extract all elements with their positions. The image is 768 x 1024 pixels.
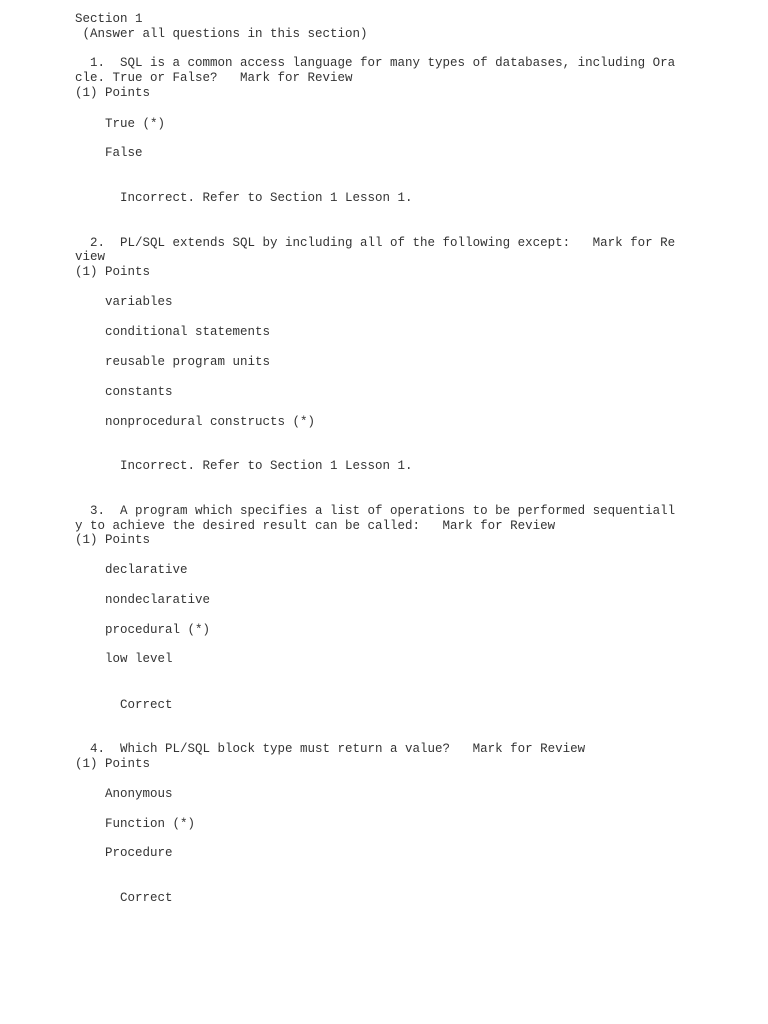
question-points: (1) Points (75, 86, 151, 100)
answer-option[interactable]: True (*) (105, 117, 166, 131)
feedback-text: Incorrect. Refer to Section 1 Lesson 1. (120, 459, 413, 473)
question-text: 2. PL/SQL extends SQL by including all of the following except: Mark for Re (75, 236, 676, 250)
section-title: Section 1 (75, 12, 143, 26)
answer-option[interactable]: constants (105, 385, 173, 399)
answer-option[interactable]: declarative (105, 563, 188, 577)
answer-option[interactable]: nonprocedural constructs (*) (105, 415, 316, 429)
question-text: 4. Which PL/SQL block type must return a value? Mark for Review (75, 742, 586, 756)
question-text: cle. True or False? Mark for Review (75, 71, 353, 85)
answer-option[interactable]: procedural (*) (105, 623, 211, 637)
answer-option[interactable]: low level (105, 652, 173, 666)
feedback-text: Correct (120, 891, 173, 905)
question-points: (1) Points (75, 265, 151, 279)
feedback-text: Incorrect. Refer to Section 1 Lesson 1. (120, 191, 413, 205)
question-text: y to achieve the desired result can be called: Mark for Review (75, 519, 556, 533)
question-points: (1) Points (75, 757, 151, 771)
section-instructions: (Answer all questions in this section) (75, 27, 368, 41)
question-text: 3. A program which specifies a list of operations to be performed sequentiall (75, 504, 676, 518)
answer-option[interactable]: False (105, 146, 143, 160)
answer-option[interactable]: nondeclarative (105, 593, 211, 607)
answer-option[interactable]: reusable program units (105, 355, 271, 369)
answer-option[interactable]: variables (105, 295, 173, 309)
question-text: view (75, 250, 106, 264)
question-text: 1. SQL is a common access language for many types of databases, including Ora (75, 56, 676, 70)
answer-option[interactable]: Procedure (105, 846, 173, 860)
feedback-text: Correct (120, 698, 173, 712)
answer-option[interactable]: conditional statements (105, 325, 271, 339)
question-points: (1) Points (75, 533, 151, 547)
answer-option[interactable]: Function (*) (105, 817, 196, 831)
answer-option[interactable]: Anonymous (105, 787, 173, 801)
